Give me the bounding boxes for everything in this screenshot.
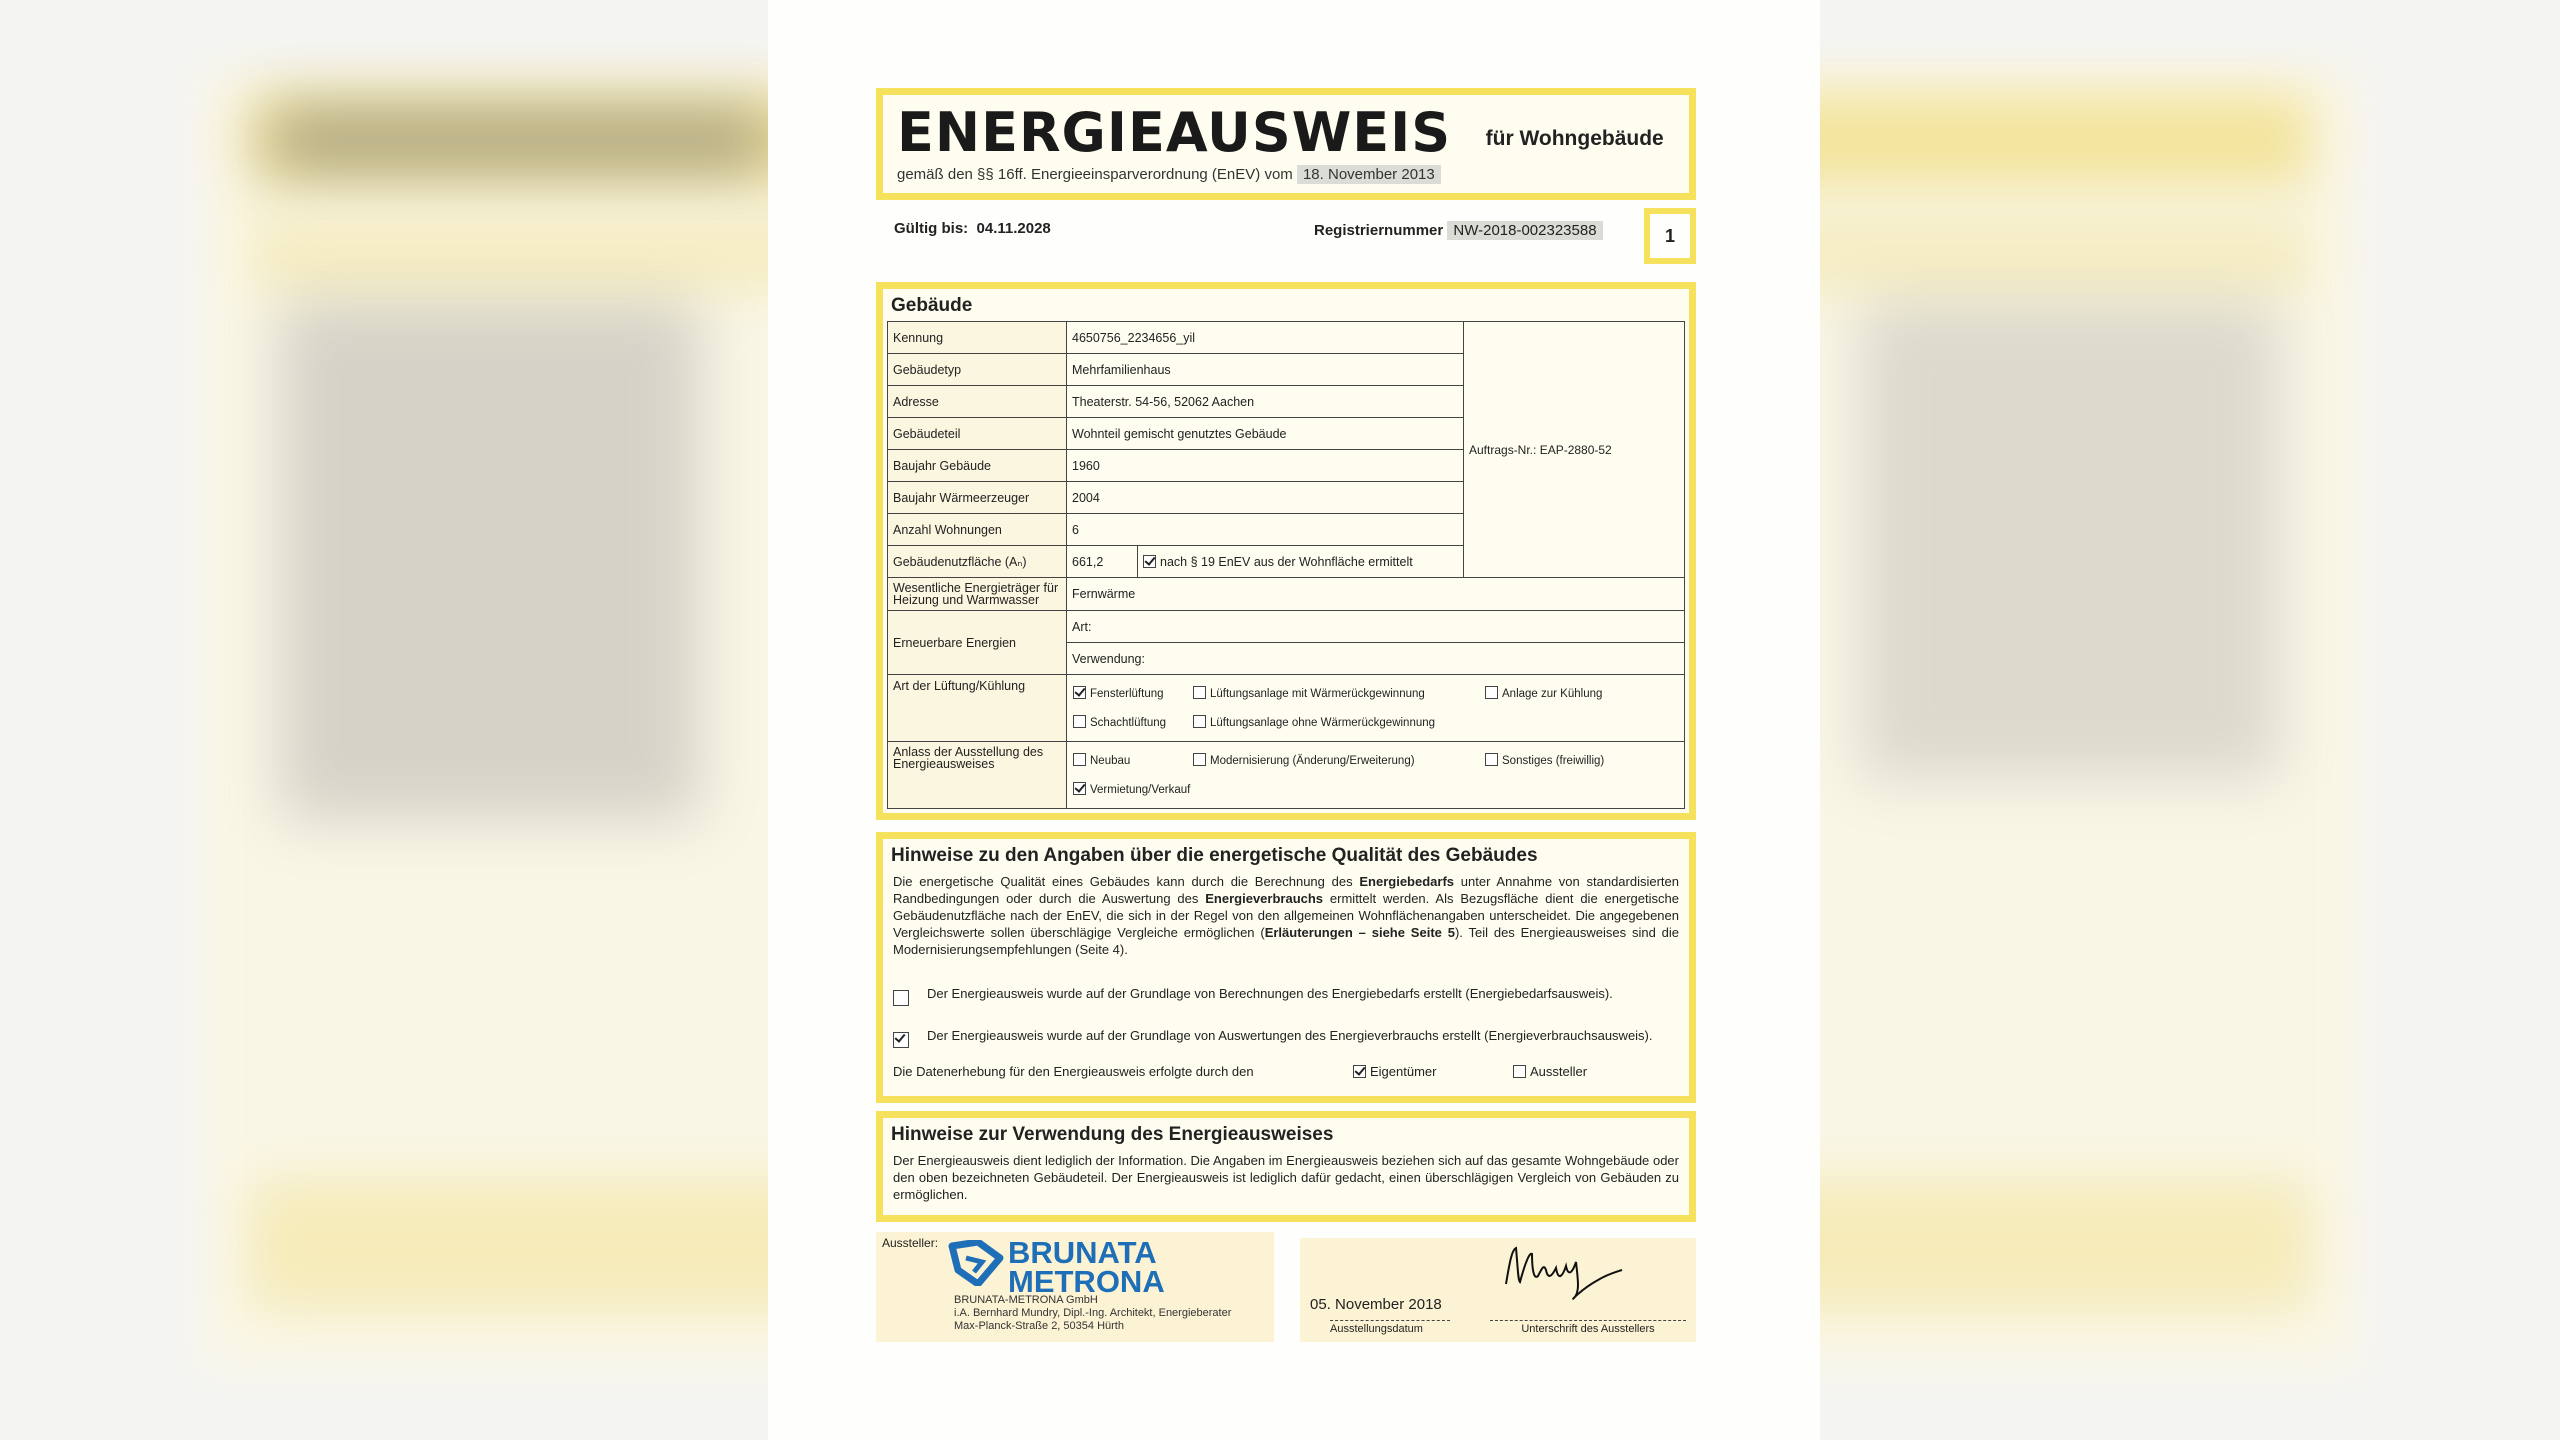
quality-title: Hinweise zu den Angaben über die energetische Qualität des Gebäudes bbox=[891, 845, 1538, 866]
quality-section bbox=[876, 832, 1696, 1103]
consumption-checkbox[interactable] bbox=[893, 1032, 909, 1048]
meta-row bbox=[876, 208, 1696, 268]
cooling-checkbox[interactable] bbox=[1485, 686, 1498, 699]
signature-block bbox=[1300, 1238, 1696, 1342]
brand-logo-text: BRUNATA METRONA bbox=[1008, 1235, 1165, 1299]
vent-shaft-checkbox[interactable] bbox=[1073, 715, 1086, 728]
issuer-address: BRUNATA-METRONA GmbH i.A. Bernhard Mundry, Dipl.-Ing. Architekt, Energieberater Max-Planck-Straße 2, 50354 Hürth bbox=[954, 1294, 1232, 1332]
energy-value: Fernwärme bbox=[1067, 578, 1685, 611]
row-label: Adresse bbox=[888, 386, 1067, 418]
brunata-logo-icon bbox=[948, 1240, 1004, 1286]
document-sheet bbox=[768, 0, 1820, 1440]
quality-paragraph: Die energetische Qualität eines Gebäudes kann durch die Berechnung des Energiebedarfs unter Annahme von standardisierten Randbedingungen oder durch die Auswertung des Energieverbrauchs ermittelt werden. Als Bezugsfläche dient die energetische Gebäudenutzfläche nach der EnEV, die sich in der Regel von den allgemeinen Wohnflächenangaben unterscheidet. Die angegebenen Vergleichswerte sollen überschlägige Vergleiche ermöglichen (Erläuterungen – siehe Seite 5). Teil des Energieausweises sind die Modernisierungsempfehlungen (Seite 4). bbox=[893, 874, 1680, 957]
data-collection-row: Die Datenerhebung für den Energieausweis erfolgte durch den Eigentümer Aussteller bbox=[893, 1064, 1588, 1079]
document-title: ENERGIEAUSWEIS bbox=[897, 101, 1452, 164]
renewable-label: Erneuerbare Energien bbox=[888, 611, 1067, 675]
row-value: 1960 bbox=[1067, 450, 1464, 482]
table-row bbox=[888, 322, 1685, 354]
row-label: Baujahr Wärmeerzeuger bbox=[888, 482, 1067, 514]
valid-until: Gültig bis: 04.11.2028 bbox=[894, 220, 1051, 237]
signature-label: Unterschrift des Ausstellers bbox=[1490, 1320, 1686, 1335]
table-row bbox=[888, 611, 1685, 643]
occasion-label: Anlass der Ausstellung des Energieausweises bbox=[888, 742, 1067, 809]
header-box bbox=[876, 88, 1696, 200]
occasion-options: Neubau Modernisierung (Änderung/Erweiterung) Sonstiges (freiwillig) Vermietung/Verkauf bbox=[1067, 742, 1685, 809]
area-note: nach § 19 EnEV aus der Wohnfläche ermittelt bbox=[1138, 546, 1464, 578]
usage-text: Der Energieausweis dient lediglich der Information. Die Angaben im Energieausweis beziehen sich auf das gesamte Wohngebäude oder den oben bezeichneten Gebäudeteil. Der Energieausweis ist lediglich dafür gedacht, einen überschlägigen Vergleich von Gebäuden zu ermöglichen. bbox=[893, 1153, 1679, 1202]
background-shadow bbox=[270, 110, 770, 170]
issuer-block: Aussteller: BRUNATA METRONA BRUNATA-METRONA GmbH i.A. Bernhard Mundry, Dipl.-Ing. Architekt, Energieberater Max-Planck-Straße 2, 50354 Hürth bbox=[876, 1232, 1274, 1342]
row-value: Theaterstr. 54-56, 52062 Aachen bbox=[1067, 386, 1464, 418]
building-section bbox=[876, 282, 1696, 820]
order-number: Auftrags-Nr.: EAP-2880-52 bbox=[1464, 322, 1685, 578]
usage-title: Hinweise zur Verwendung des Energieausweises bbox=[891, 1124, 1334, 1145]
row-value: 2004 bbox=[1067, 482, 1464, 514]
row-label: Baujahr Gebäude bbox=[888, 450, 1067, 482]
usage-section bbox=[876, 1111, 1696, 1222]
ventilation-label: Art der Lüftung/Kühlung bbox=[888, 675, 1067, 742]
renewable-type: Art: bbox=[1067, 611, 1685, 643]
page-number: 1 bbox=[1644, 208, 1696, 264]
table-row bbox=[888, 578, 1685, 611]
registration-number: Registriernummer NW-2018-002323588 bbox=[1314, 222, 1603, 239]
modernisation-checkbox[interactable] bbox=[1193, 753, 1206, 766]
row-label: Gebäudeteil bbox=[888, 418, 1067, 450]
issuer-checkbox[interactable] bbox=[1513, 1065, 1526, 1078]
area-checkbox[interactable] bbox=[1143, 555, 1156, 568]
row-value: 4650756_2234656_yil bbox=[1067, 322, 1464, 354]
row-value: Mehrfamilienhaus bbox=[1067, 354, 1464, 386]
building-title: Gebäude bbox=[891, 295, 973, 316]
issue-date-label: Ausstellungsdatum bbox=[1330, 1320, 1450, 1335]
demand-checkbox[interactable] bbox=[893, 990, 909, 1006]
option-consumption: Der Energieausweis wurde auf der Grundlage von Auswertungen des Energieverbrauchs erstellt (Energieverbrauchsausweis). bbox=[893, 1028, 1679, 1048]
background-shadow bbox=[1860, 300, 2280, 780]
other-checkbox[interactable] bbox=[1485, 753, 1498, 766]
new-build-checkbox[interactable] bbox=[1073, 753, 1086, 766]
table-row bbox=[888, 742, 1685, 809]
background-shadow bbox=[280, 300, 700, 820]
energy-label: Wesentliche Energieträger für Heizung und Warmwasser bbox=[888, 578, 1067, 611]
area-value: 661,2 bbox=[1067, 546, 1138, 578]
vent-window-checkbox[interactable] bbox=[1073, 686, 1086, 699]
legal-basis: gemäß den §§ 16ff. Energieeinsparverordnung (EnEV) vom 18. November 2013 bbox=[897, 166, 1675, 183]
rental-sale-checkbox[interactable] bbox=[1073, 782, 1086, 795]
building-table bbox=[887, 321, 1685, 809]
area-label: Gebäudenutzfläche (Aₙ) bbox=[888, 546, 1067, 578]
footer bbox=[876, 1232, 1696, 1352]
signature-mark bbox=[1500, 1240, 1630, 1306]
option-demand: Der Energieausweis wurde auf der Grundlage von Berechnungen des Energiebedarfs erstellt (Energiebedarfsausweis). bbox=[893, 986, 1679, 1006]
document-subtitle: für Wohngebäude bbox=[1485, 127, 1664, 150]
issue-date: 05. November 2018 bbox=[1310, 1296, 1442, 1313]
renewable-use: Verwendung: bbox=[1067, 643, 1685, 675]
row-value: 6 bbox=[1067, 514, 1464, 546]
row-label: Kennung bbox=[888, 322, 1067, 354]
row-label: Gebäudetyp bbox=[888, 354, 1067, 386]
certificate-page bbox=[876, 88, 1696, 1352]
row-value: Wohnteil gemischt genutztes Gebäude bbox=[1067, 418, 1464, 450]
ventilation-options: Fensterlüftung Lüftungsanlage mit Wärmerückgewinnung Anlage zur Kühlung Schachtlüftung Lüftungsanlage ohne Wärmerückgewinnung bbox=[1067, 675, 1685, 742]
owner-option: Eigentümer bbox=[1353, 1064, 1436, 1079]
vent-recovery-checkbox[interactable] bbox=[1193, 686, 1206, 699]
vent-no-recovery-checkbox[interactable] bbox=[1193, 715, 1206, 728]
issuer-option: Aussteller bbox=[1513, 1064, 1587, 1079]
basis-date: 18. November 2013 bbox=[1297, 165, 1441, 184]
row-label: Anzahl Wohnungen bbox=[888, 514, 1067, 546]
owner-checkbox[interactable] bbox=[1353, 1065, 1366, 1078]
table-row bbox=[888, 675, 1685, 742]
